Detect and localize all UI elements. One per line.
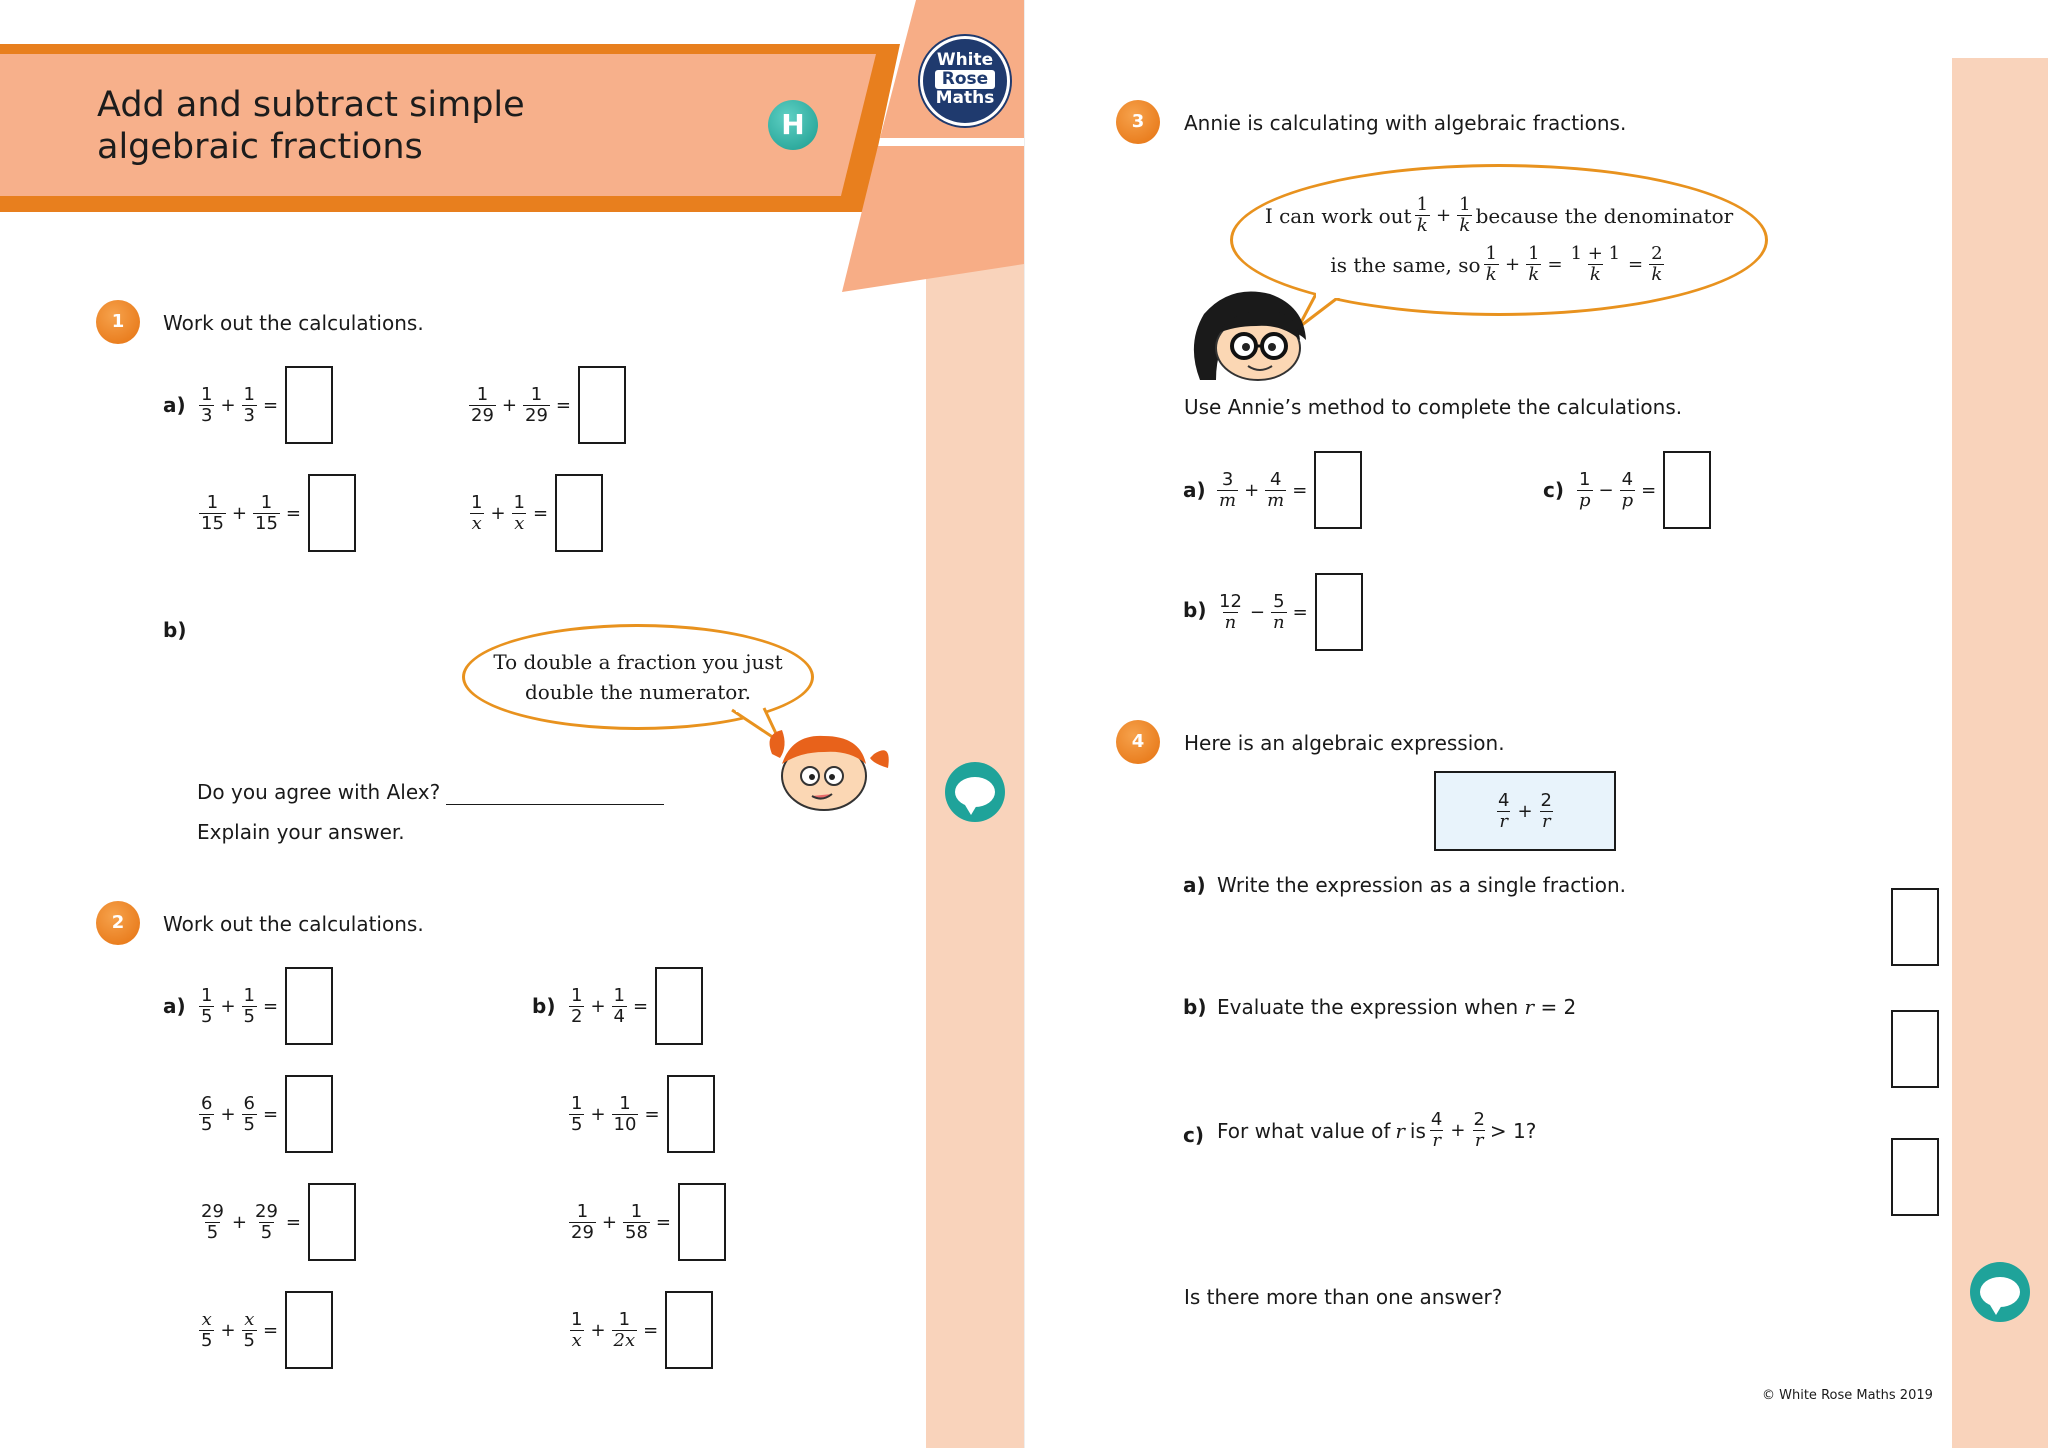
title-line-2: algebraic fractions [97,127,423,167]
q3-part-a-label: a) [1183,478,1206,502]
q2a-eq-3: $\frac{29}{5}$ + $\frac{29}{5}$ = [196,1183,356,1261]
q1-eq-1: $\frac{1}{3}$ + $\frac{1}{3}$ = [196,366,333,444]
annie-character [1186,284,1316,388]
logo-word-white: White [936,50,994,70]
q4-part-c-text: For what value of r is $\frac{4}{r}$ + $\frac{2}{r}$ > 1? [1217,1109,1537,1151]
question-3-number: 3 [1116,100,1160,144]
copyright-notice: © White Rose Maths 2019 [1762,1388,1933,1403]
q1-explain-prompt: Explain your answer. [197,820,405,844]
q4c-answer-box[interactable] [1891,1138,1939,1216]
question-3-text: Annie is calculating with algebraic fractions. [1184,111,1627,135]
discussion-icon [1970,1262,2030,1322]
q1-part-b-label: b) [163,618,187,642]
q4-more-than-one-prompt: Is there more than one answer? [1184,1285,1503,1309]
page-title [97,84,717,168]
algebraic-expression-box: $\frac{4}{r}$ + $\frac{2}{r}$ [1434,771,1616,851]
q3-instruction: Use Annie’s method to complete the calculations. [1184,395,1683,419]
title-line-1: Add and subtract simple [97,85,525,125]
question-4-number: 4 [1116,720,1160,764]
answer-box[interactable] [667,1075,715,1153]
q3-eq-b: $\frac{12}{n}$ − $\frac{5}{n}$ = [1214,573,1363,651]
q4-part-b-label: b) [1183,995,1207,1019]
answer-box[interactable] [285,1075,333,1153]
answer-box[interactable] [1663,451,1711,529]
q2-part-b-label: b) [532,994,556,1018]
answer-box[interactable] [655,967,703,1045]
answer-box[interactable] [1315,573,1363,651]
agree-answer-line[interactable] [446,785,664,805]
q3-part-b-label: b) [1183,598,1207,622]
question-4-text: Here is an algebraic expression. [1184,731,1505,755]
question-1-number: 1 [96,300,140,344]
answer-box[interactable] [1314,451,1362,529]
q4-part-c-label: c) [1183,1123,1204,1147]
q1-eq-3: $\frac{1}{15}$ + $\frac{1}{15}$ = [196,474,356,552]
q2b-eq-1: $\frac{1}{2}$ + $\frac{1}{4}$ = [566,967,703,1045]
q4b-answer-box[interactable] [1891,1010,1939,1088]
question-1-text: Work out the calculations. [163,311,424,335]
q2b-eq-3: $\frac{1}{29}$ + $\frac{1}{58}$ = [566,1183,726,1261]
question-2-text: Work out the calculations. [163,912,424,936]
annie-line-2-start: is the same, so [1330,252,1481,277]
q1-part-a-label: a) [163,393,186,417]
answer-box[interactable] [555,474,603,552]
page-divider [1024,0,1025,1448]
q1-agree-text: Do you agree with Alex? [197,780,441,804]
alex-character [762,724,894,814]
alex-bubble-line-1: To double a fraction you just [493,650,783,674]
answer-box[interactable] [308,474,356,552]
answer-box[interactable] [665,1291,713,1369]
q4a-answer-box[interactable] [1891,888,1939,966]
answer-box[interactable] [285,967,333,1045]
answer-box[interactable] [578,366,626,444]
logo-word-maths: Maths [935,88,995,108]
q4-part-a-label: a) [1183,873,1206,897]
answer-box[interactable] [285,1291,333,1369]
q1-agree-prompt [197,779,664,805]
q4-part-b-text: Evaluate the expression when r = 2 [1217,995,1577,1019]
annie-line-1-end: because the denominator [1475,203,1734,228]
q3-eq-c: $\frac{1}{p}$ − $\frac{4}{p}$ = [1574,451,1711,529]
annie-speech-bubble: I can work out $\frac{1}{k}$ + $\frac{1}{k}$ because the denominator is the same, so $\frac{1}{k}$ + $\frac{1}{k}$ = $\frac{1 + 1}{k}$ = $\frac{2}{k}$ [1230,164,1768,316]
q2b-eq-2: $\frac{1}{5}$ + $\frac{1}{10}$ = [566,1075,715,1153]
q2a-eq-4: $\frac{x}{5}$ + $\frac{x}{5}$ = [196,1291,333,1369]
discussion-icon [945,762,1005,822]
answer-box[interactable] [285,366,333,444]
q4-part-a-text: Write the expression as a single fraction. [1217,873,1626,897]
q1-eq-4: $\frac{1}{x}$ + $\frac{1}{x}$ = [466,474,603,552]
annie-line-1-start: I can work out [1264,203,1412,228]
q2b-eq-4: $\frac{1}{x}$ + $\frac{1}{2x}$ = [566,1291,713,1369]
question-2-number: 2 [96,901,140,945]
q2a-eq-1: $\frac{1}{5}$ + $\frac{1}{5}$ = [196,967,333,1045]
q2-part-a-label: a) [163,994,186,1018]
left-page-side-strip [926,262,1024,1448]
q3-eq-a: $\frac{3}{m}$ + $\frac{4}{m}$ = [1214,451,1362,529]
q3-part-c-label: c) [1543,478,1564,502]
right-page-side-strip [1952,58,2048,1448]
answer-box[interactable] [308,1183,356,1261]
answer-box[interactable] [678,1183,726,1261]
q1-eq-2: $\frac{1}{29}$ + $\frac{1}{29}$ = [466,366,626,444]
white-rose-maths-logo [920,36,1010,126]
higher-level-badge: H [768,100,818,150]
q2a-eq-2: $\frac{6}{5}$ + $\frac{6}{5}$ = [196,1075,333,1153]
logo-word-rose: Rose [935,70,995,89]
alex-bubble-line-2: double the numerator. [524,680,752,704]
